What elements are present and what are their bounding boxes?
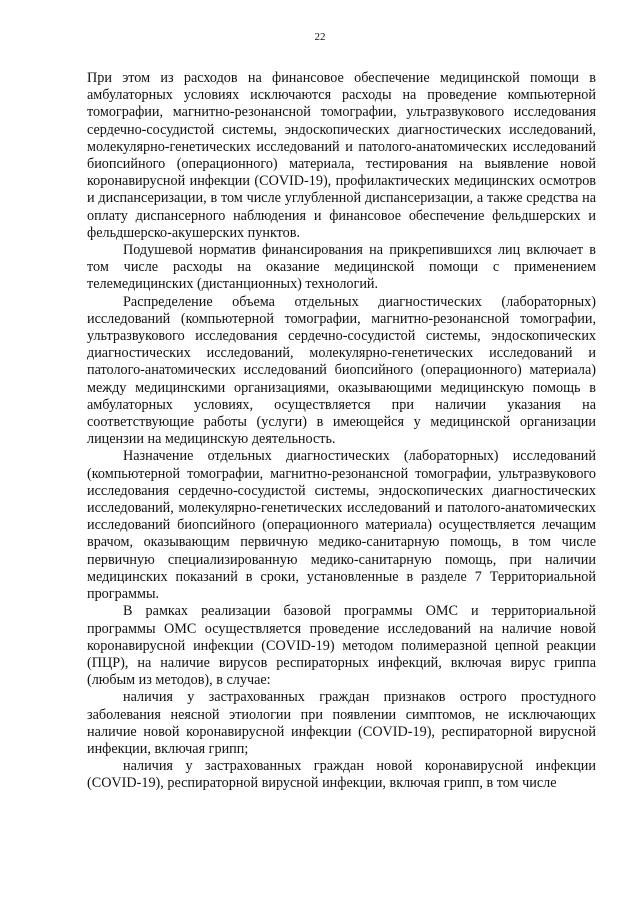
paragraph-volume-distribution: Распределение объема отдельных диагностических (лабораторных) исследований (компьютерной томографии, магнитно-резонансной томографии, ультразвукового исследования сердечно-сосудистой системы, эндоскопических диагностических исследований, молекулярно-генетических исследований и патолого-анатомических исследований биопсийного (операционного) материала) между медицинскими организациями, оказывающими медицинскую помощь в амбулаторных условиях, осуществляется при наличии указания на соответствующие работы (услуги) в имеющейся у медицинской организации лицензии на медицинскую деятельность. — [87, 293, 596, 448]
paragraph-covid-testing: В рамках реализации базовой программы ОМС и территориальной программы ОМС осуществляется проведение исследований на наличие новой коронавирусной инфекции (COVID-19) методом полимеразной цепной реакции (ПЦР), на наличие вирусов респираторных инфекций, включая вирус гриппа (любым из методов), в случае: — [87, 603, 596, 689]
document-body — [87, 70, 596, 793]
paragraph-test-assignment: Назначение отдельных диагностических (лабораторных) исследований (компьютерной томографии, магнитно-резонансной томографии, ультразвукового исследования сердечно-сосудистой системы, эндоскопических диагностических исследований, молекулярно-генетических исследований и патолого-анатомических исследований биопсийного (операционного материала) осуществляется лечащим врачом, оказывающим первичную медико-санитарную помощь, в том числе первичную специализированную медико-санитарную помощь, при наличии медицинских показаний в сроки, установленные в разделе 7 Территориальной программы. — [87, 448, 596, 603]
page-number: 22 — [314, 31, 326, 43]
paragraph-case-infection: наличия у застрахованных граждан новой коронавирусной инфекции (COVID-19), респираторной вирусной инфекции, включая грипп, в том числе — [87, 758, 596, 792]
paragraph-expenses-exclusions: При этом из расходов на финансовое обеспечение медицинской помощи в амбулаторных условиях исключаются расходы на проведение компьютерной томографии, магнитно-резонансной томографии, ультразвукового исследования сердечно-сосудистой системы, эндоскопических диагностических исследований, молекулярно-генетических исследований и патолого-анатомических исследований биопсийного (операционного) материала, тестирования на выявление новой коронавирусной инфекции (COVID-19), профилактических медицинских осмотров и диспансеризации, в том числе углубленной диспансеризации, а также средства на оплату диспансерного наблюдения и финансовое обеспечение фельдшерских и фельдшерско-акушерских пунктов. — [87, 70, 596, 241]
paragraph-case-symptoms: наличия у застрахованных граждан признаков острого простудного заболевания неясной этиологии при появлении симптомов, не исключающих наличие новой коронавирусной инфекции (COVID-19), респираторной вирусной инфекции, включая грипп; — [87, 689, 596, 757]
paragraph-per-capita-norm: Подушевой норматив финансирования на прикрепившихся лиц включает в том числе расходы на оказание медицинской помощи с применением телемедицинских (дистанционных) технологий. — [87, 242, 596, 293]
